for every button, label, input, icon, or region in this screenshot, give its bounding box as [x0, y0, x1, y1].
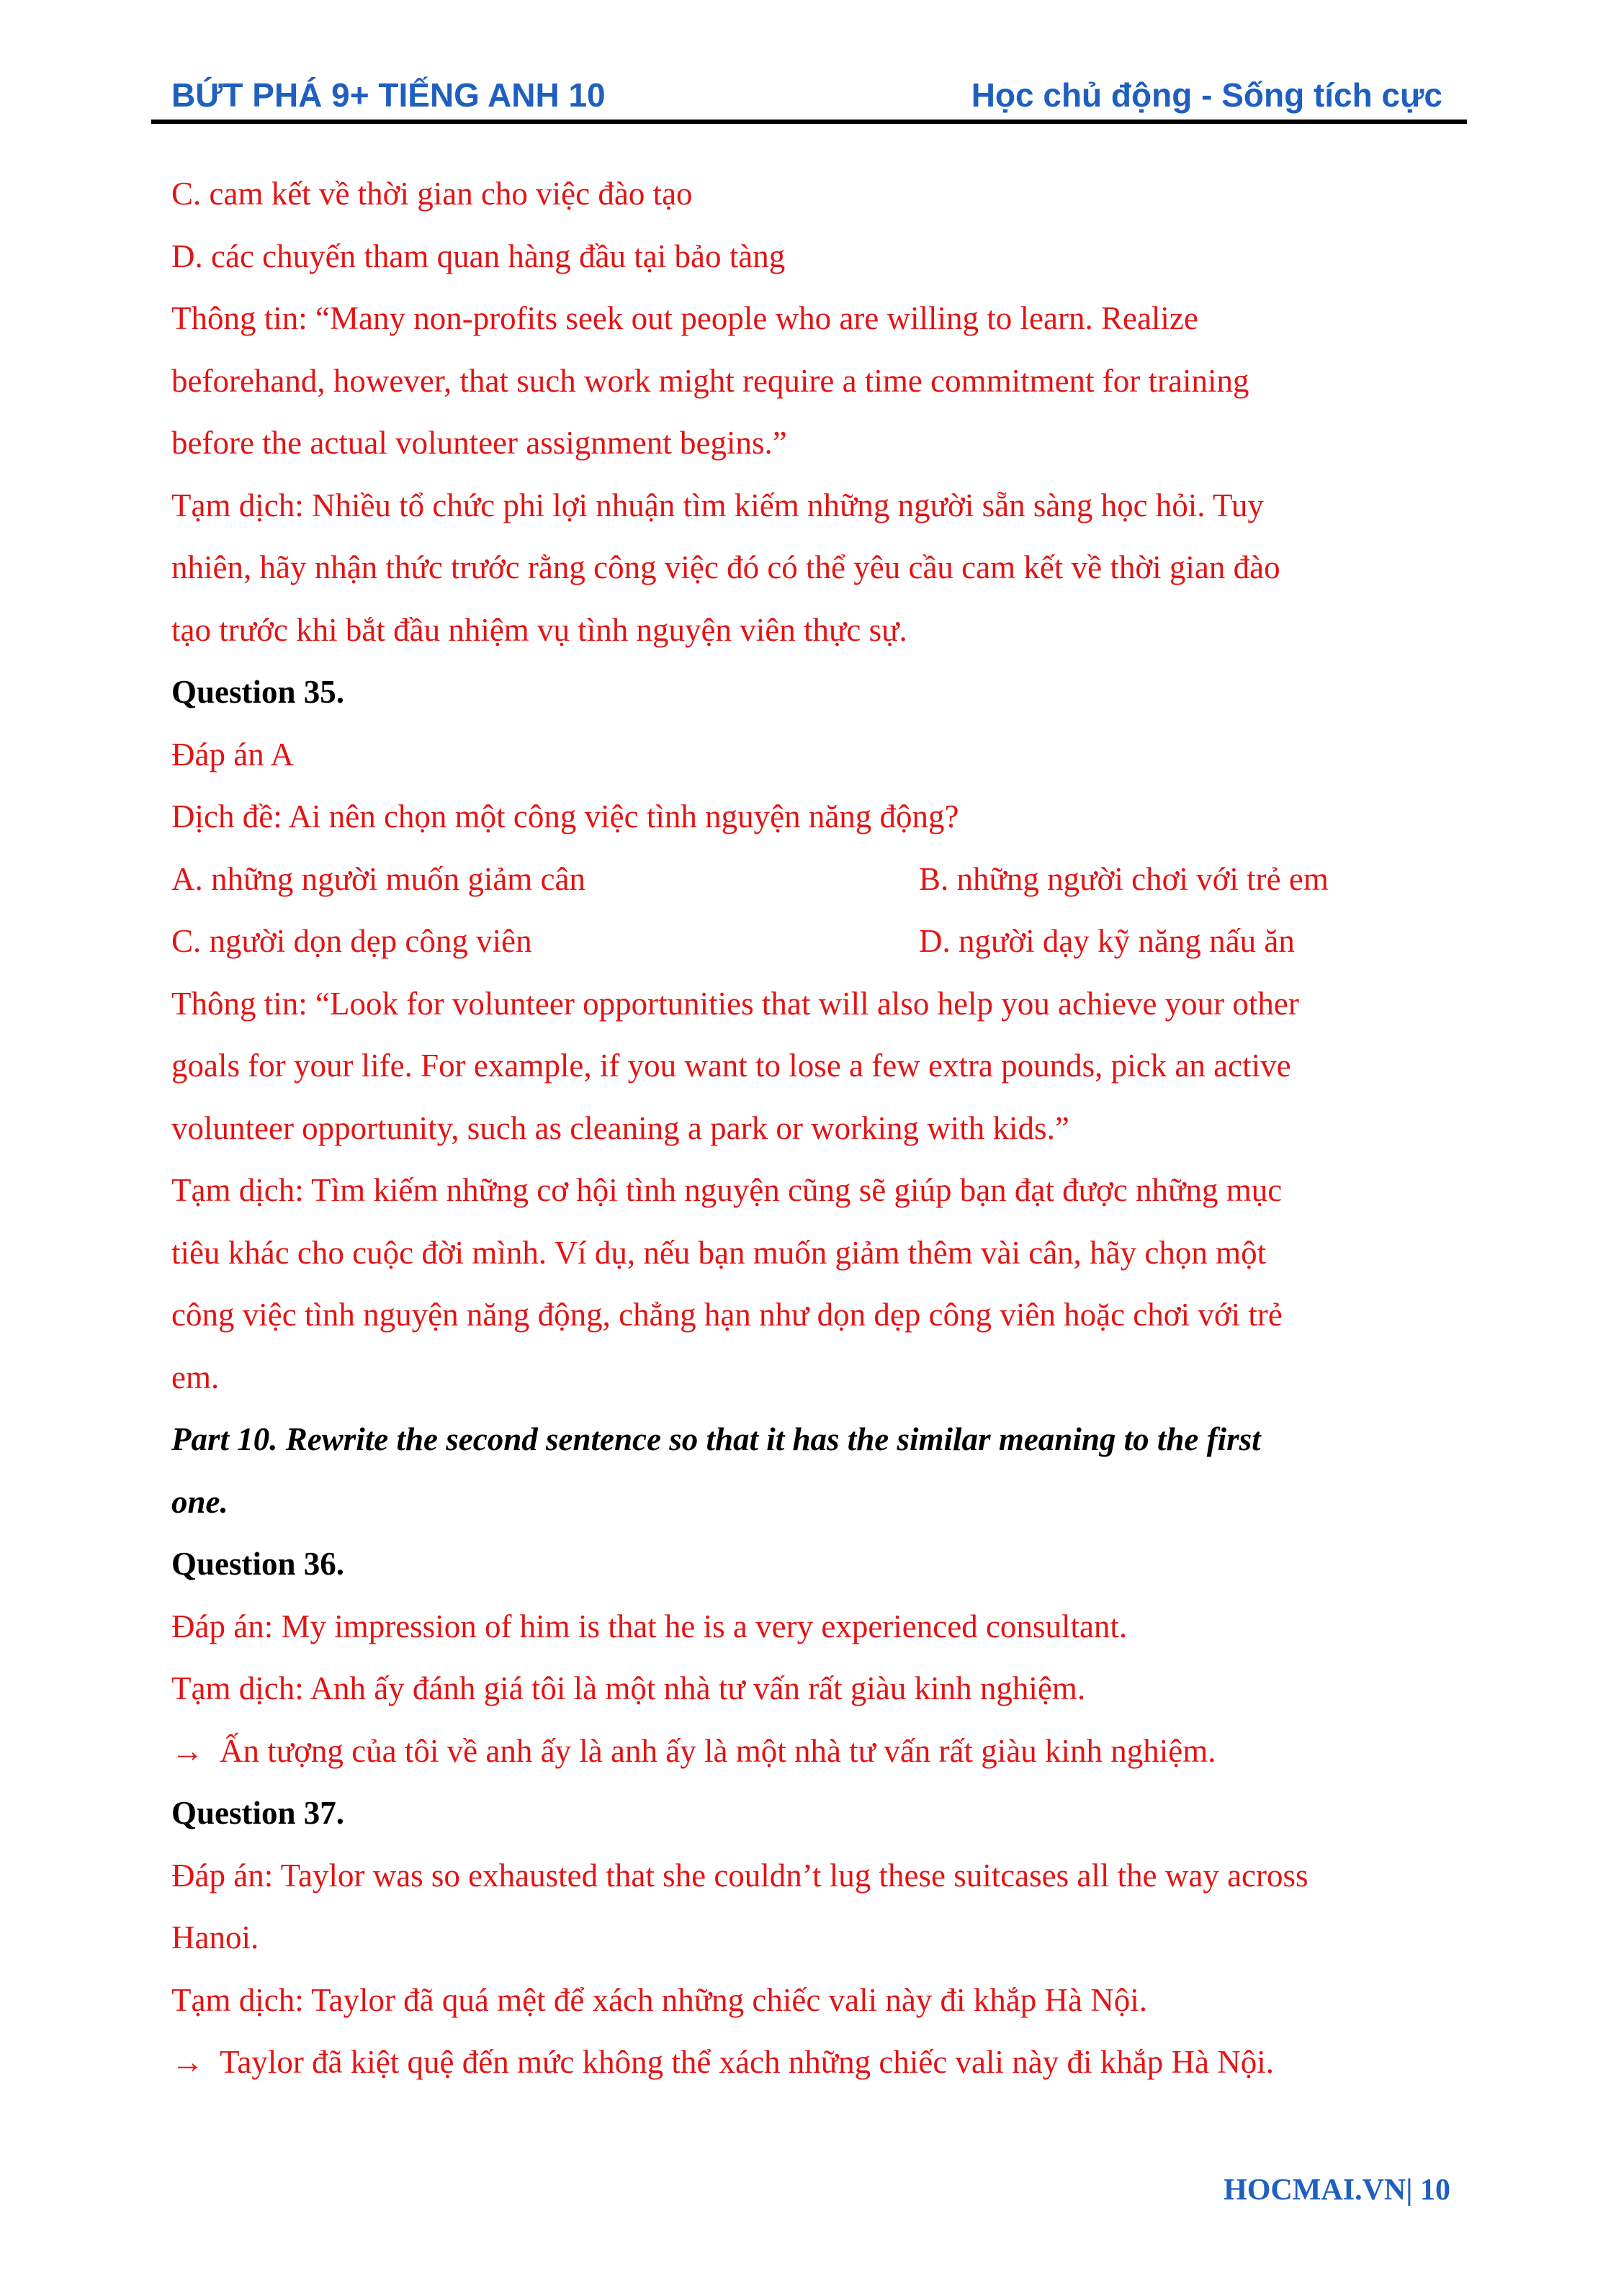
info-35-line-2: goals for your life. For example, if you want to lose a few extra pounds, pick an active — [171, 1048, 1291, 1084]
answer-36: Đáp án: My impression of him is that he is a very experienced consultant. — [171, 1608, 1128, 1644]
translation-34-line-3: tạo trước khi bắt đầu nhiệm vụ tình nguyện viên thực sự. — [171, 611, 907, 648]
result-36-text: Ấn tượng của tôi về anh ấy là anh ấy là một nhà tư vấn rất giàu kinh nghiệm. — [220, 1732, 1216, 1769]
info-35-line-3: volunteer opportunity, such as cleaning a park or working with kids.” — [171, 1109, 1069, 1146]
info-35-line-1: Thông tin: “Look for volunteer opportunities that will also help you achieve your other — [171, 985, 1299, 1022]
answer-37-line-2: Hanoi. — [171, 1919, 259, 1955]
question-35-translation: Dịch đề: Ai nên chọn một công việc tình nguyện năng động? — [171, 798, 959, 834]
question-35-heading: Question 35. — [171, 674, 345, 710]
part-10-instruction-line-2: one. — [171, 1483, 228, 1520]
info-34-line-1: Thông tin: “Many non-profits seek out people who are willing to learn. Realize — [171, 300, 1198, 336]
answer-35: Đáp án A — [171, 736, 294, 773]
translation-35-line-2: tiêu khác cho cuộc đời mình. Ví dụ, nếu bạn muốn giảm thêm vài cân, hãy chọn một — [171, 1234, 1267, 1271]
options-35-row-2 — [171, 910, 1460, 973]
option-a: A. những người muốn giảm cân — [171, 860, 586, 897]
option-c-translation: C. cam kết về thời gian cho việc đào tạo — [171, 176, 693, 212]
translation-35-line-4: em. — [171, 1359, 220, 1395]
option-d-translation: D. các chuyến tham quan hàng đầu tại bảo tàng — [171, 238, 786, 274]
header-title: BỨT PHÁ 9+ TIẾNG ANH 10 — [171, 76, 606, 114]
page-footer: HOCMAI.VN| 10 — [1224, 2174, 1450, 2207]
part-10-instruction-line-1: Part 10. Rewrite the second sentence so that it has the similar meaning to the first — [171, 1421, 1261, 1457]
header-slogan: Học chủ động - Sống tích cực — [971, 76, 1442, 114]
translation-34-line-2: nhiên, hãy nhận thức trước rằng công việc đó có thể yêu cầu cam kết về thời gian đào — [171, 549, 1280, 585]
question-36-heading: Question 36. — [171, 1546, 345, 1582]
answer-37-line-1: Đáp án: Taylor was so exhausted that she couldn’t lug these suitcases all the way across — [171, 1857, 1308, 1894]
result-36 — [171, 1720, 1460, 1783]
translation-35-line-1: Tạm dịch: Tìm kiếm những cơ hội tình nguyện cũng sẽ giúp bạn đạt được những mục — [171, 1172, 1283, 1208]
arrow-right-icon: → — [171, 2044, 204, 2080]
option-c: C. người dọn dẹp công viên — [171, 923, 532, 959]
translation-37: Tạm dịch: Taylor đã quá mệt để xách những chiếc vali này đi khắp Hà Nội. — [171, 1981, 1147, 2018]
info-34-line-2: beforehand, however, that such work might require a time commitment for training — [171, 362, 1249, 399]
header-divider — [151, 120, 1467, 124]
page-content — [171, 163, 1460, 2094]
options-35-row-1 — [171, 848, 1460, 911]
translation-36: Tạm dịch: Anh ấy đánh giá tôi là một nhà tư vấn rất giàu kinh nghiệm. — [171, 1670, 1086, 1706]
translation-35-line-3: công việc tình nguyện năng động, chẳng hạn như dọn dẹp công viên hoặc chơi với trẻ — [171, 1297, 1283, 1333]
info-34-line-3: before the actual volunteer assignment begins.” — [171, 425, 787, 461]
translation-34-line-1: Tạm dịch: Nhiều tổ chức phi lợi nhuận tìm kiếm những người sẵn sàng học hỏi. Tuy — [171, 487, 1264, 523]
option-b: B. những người chơi với trẻ em — [919, 860, 1329, 897]
page-header — [151, 72, 1467, 124]
question-37-heading: Question 37. — [171, 1795, 345, 1831]
result-37-text: Taylor đã kiệt quệ đến mức không thể xách những chiếc vali này đi khắp Hà Nội. — [220, 2044, 1274, 2080]
result-37 — [171, 2031, 1460, 2094]
option-d: D. người dạy kỹ năng nấu ăn — [919, 923, 1295, 959]
arrow-right-icon: → — [171, 1732, 204, 1769]
